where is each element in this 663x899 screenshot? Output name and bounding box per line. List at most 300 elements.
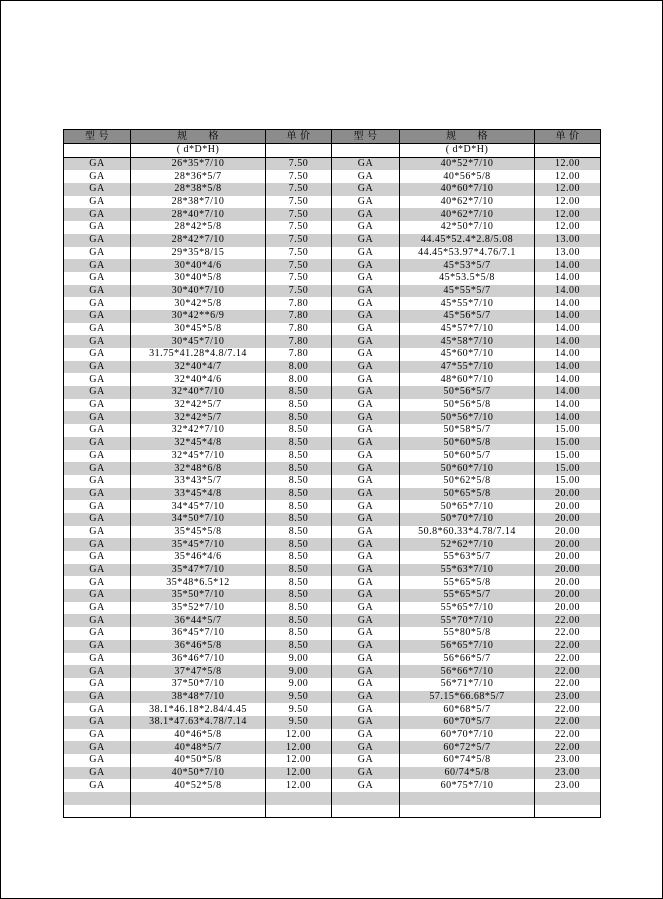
cell-price-left: 9.00	[266, 665, 332, 678]
cell-price-left: 8.50	[266, 551, 332, 564]
cell-spec-right: 40*62*7/10	[400, 196, 535, 209]
table-row	[64, 234, 601, 247]
cell-spec-left: 28*38*7/10	[131, 196, 266, 209]
cell-model-left: GA	[64, 424, 131, 437]
cell-model-right: GA	[332, 411, 400, 424]
cell-price-left: 7.50	[266, 183, 332, 196]
table-row	[64, 640, 601, 653]
table-row	[64, 183, 601, 196]
table-row	[64, 526, 601, 539]
cell-price-left: 8.50	[266, 475, 332, 488]
cell-model-right: GA	[332, 310, 400, 323]
cell-spec-right: 48*60*7/10	[400, 373, 535, 386]
cell-spec-left: 30*45*5/8	[131, 323, 266, 336]
cell-model-right: GA	[332, 754, 400, 767]
empty-cell	[131, 805, 266, 818]
cell-spec-left: 33*43*5/7	[131, 475, 266, 488]
table-row	[64, 500, 601, 513]
cell-spec-left: 28*40*7/10	[131, 208, 266, 221]
cell-model-left: GA	[64, 716, 131, 729]
cell-spec-right: 55*63*5/7	[400, 551, 535, 564]
cell-spec-right: 50*56*5/8	[400, 399, 535, 412]
cell-price-left: 8.50	[266, 576, 332, 589]
cell-spec-right: 60*72*5/7	[400, 741, 535, 754]
cell-spec-left: 30*40*4/6	[131, 259, 266, 272]
cell-price-right: 12.00	[535, 183, 601, 196]
cell-price-left: 7.50	[266, 259, 332, 272]
cell-price-right: 13.00	[535, 247, 601, 260]
cell-spec-left: 36*46*5/8	[131, 640, 266, 653]
table-row	[64, 157, 601, 170]
cell-model-left: GA	[64, 665, 131, 678]
cell-model-left: GA	[64, 589, 131, 602]
table-row	[64, 373, 601, 386]
table-row	[64, 437, 601, 450]
table-row	[64, 450, 601, 463]
cell-spec-right: 50*56*7/10	[400, 411, 535, 424]
cell-price-left: 8.50	[266, 513, 332, 526]
cell-model-left: GA	[64, 564, 131, 577]
cell-price-right: 20.00	[535, 551, 601, 564]
cell-model-right: GA	[332, 386, 400, 399]
cell-spec-left: 32*48*6/8	[131, 462, 266, 475]
cell-model-right: GA	[332, 335, 400, 348]
cell-spec-left: 28*38*5/8	[131, 183, 266, 196]
cell-price-right: 22.00	[535, 703, 601, 716]
cell-spec-right: 50*58*5/7	[400, 424, 535, 437]
table-row	[64, 716, 601, 729]
cell-spec-right: 50*60*5/8	[400, 437, 535, 450]
cell-price-left: 7.50	[266, 234, 332, 247]
cell-spec-left: 36*44*5/7	[131, 614, 266, 627]
cell-price-left: 8.50	[266, 437, 332, 450]
cell-model-right: GA	[332, 259, 400, 272]
cell-model-left: GA	[64, 450, 131, 463]
empty-cell	[266, 805, 332, 818]
empty-cell	[332, 792, 400, 805]
cell-model-left: GA	[64, 297, 131, 310]
cell-price-right: 14.00	[535, 259, 601, 272]
cell-price-right: 14.00	[535, 335, 601, 348]
cell-model-right: GA	[332, 729, 400, 742]
cell-price-left: 7.50	[266, 221, 332, 234]
cell-model-right: GA	[332, 170, 400, 183]
cell-spec-left: 35*47*7/10	[131, 564, 266, 577]
table-row	[64, 678, 601, 691]
table-row	[64, 399, 601, 412]
empty-cell	[535, 144, 601, 158]
cell-price-right: 12.00	[535, 157, 601, 170]
cell-price-right: 15.00	[535, 450, 601, 463]
cell-model-left: GA	[64, 627, 131, 640]
header-model-left: 型 号	[64, 130, 131, 144]
cell-model-left: GA	[64, 538, 131, 551]
cell-model-left: GA	[64, 221, 131, 234]
cell-model-left: GA	[64, 183, 131, 196]
cell-price-right: 22.00	[535, 665, 601, 678]
cell-price-right: 20.00	[535, 538, 601, 551]
empty-cell	[266, 792, 332, 805]
cell-model-left: GA	[64, 602, 131, 615]
cell-price-left: 8.50	[266, 602, 332, 615]
table-row	[64, 602, 601, 615]
cell-model-right: GA	[332, 538, 400, 551]
cell-spec-left: 28*36*5/7	[131, 170, 266, 183]
cell-model-left: GA	[64, 475, 131, 488]
cell-spec-right: 45*53*5/7	[400, 259, 535, 272]
table-row	[64, 754, 601, 767]
cell-model-left: GA	[64, 157, 131, 170]
cell-model-left: GA	[64, 729, 131, 742]
table-row	[64, 691, 601, 704]
cell-model-right: GA	[332, 208, 400, 221]
header-spec-right: 规 格	[400, 130, 535, 144]
cell-model-right: GA	[332, 183, 400, 196]
cell-model-right: GA	[332, 297, 400, 310]
table-row	[64, 297, 601, 310]
cell-spec-left: 36*45*7/10	[131, 627, 266, 640]
table-row	[64, 411, 601, 424]
cell-price-left: 8.50	[266, 640, 332, 653]
cell-price-left: 9.50	[266, 716, 332, 729]
table-row	[64, 564, 601, 577]
table-row	[64, 170, 601, 183]
table-row	[64, 310, 601, 323]
table-row	[64, 285, 601, 298]
cell-price-left: 8.50	[266, 627, 332, 640]
cell-price-right: 22.00	[535, 653, 601, 666]
cell-model-left: GA	[64, 614, 131, 627]
cell-model-left: GA	[64, 678, 131, 691]
cell-price-left: 12.00	[266, 729, 332, 742]
cell-spec-left: 37*50*7/10	[131, 678, 266, 691]
cell-price-right: 20.00	[535, 589, 601, 602]
cell-price-left: 7.50	[266, 272, 332, 285]
cell-price-left: 12.00	[266, 779, 332, 792]
blank-row	[64, 805, 601, 818]
cell-price-left: 8.50	[266, 500, 332, 513]
cell-model-right: GA	[332, 678, 400, 691]
spec-unit-right: ( d*D*H)	[400, 144, 535, 158]
table-row	[64, 729, 601, 742]
cell-price-right: 14.00	[535, 361, 601, 374]
cell-price-right: 14.00	[535, 272, 601, 285]
cell-price-left: 8.50	[266, 538, 332, 551]
cell-spec-left: 30*42**6/9	[131, 310, 266, 323]
cell-model-right: GA	[332, 665, 400, 678]
cell-spec-right: 50*62*5/8	[400, 475, 535, 488]
cell-model-right: GA	[332, 247, 400, 260]
table-row	[64, 653, 601, 666]
table-row	[64, 767, 601, 780]
cell-model-right: GA	[332, 716, 400, 729]
cell-price-left: 7.80	[266, 335, 332, 348]
cell-price-right: 20.00	[535, 513, 601, 526]
cell-price-right: 23.00	[535, 779, 601, 792]
cell-price-right: 14.00	[535, 399, 601, 412]
cell-spec-right: 55*65*5/7	[400, 589, 535, 602]
cell-model-left: GA	[64, 691, 131, 704]
table-row	[64, 424, 601, 437]
cell-price-left: 12.00	[266, 741, 332, 754]
cell-price-left: 8.50	[266, 411, 332, 424]
cell-spec-left: 40*52*5/8	[131, 779, 266, 792]
cell-spec-right: 56*66*7/10	[400, 665, 535, 678]
cell-model-right: GA	[332, 627, 400, 640]
cell-model-right: GA	[332, 576, 400, 589]
cell-price-left: 8.50	[266, 564, 332, 577]
table-row	[64, 323, 601, 336]
cell-spec-right: 55*80*5/8	[400, 627, 535, 640]
cell-model-left: GA	[64, 513, 131, 526]
cell-spec-left: 37*47*5/8	[131, 665, 266, 678]
table-row	[64, 272, 601, 285]
cell-model-left: GA	[64, 373, 131, 386]
cell-model-left: GA	[64, 653, 131, 666]
cell-spec-left: 38.1*46.18*2.84/4.45	[131, 703, 266, 716]
cell-model-right: GA	[332, 424, 400, 437]
table-row	[64, 551, 601, 564]
table-row	[64, 335, 601, 348]
cell-price-right: 22.00	[535, 716, 601, 729]
cell-model-left: GA	[64, 437, 131, 450]
cell-model-right: GA	[332, 488, 400, 501]
cell-price-left: 8.50	[266, 589, 332, 602]
cell-model-right: GA	[332, 196, 400, 209]
cell-price-right: 13.00	[535, 234, 601, 247]
cell-model-left: GA	[64, 234, 131, 247]
cell-model-right: GA	[332, 462, 400, 475]
empty-cell	[64, 792, 131, 805]
cell-model-right: GA	[332, 157, 400, 170]
cell-model-right: GA	[332, 551, 400, 564]
empty-cell	[131, 792, 266, 805]
cell-price-left: 7.80	[266, 323, 332, 336]
cell-spec-right: 45*60*7/10	[400, 348, 535, 361]
cell-price-right: 12.00	[535, 196, 601, 209]
cell-spec-left: 32*40*7/10	[131, 386, 266, 399]
cell-price-left: 8.50	[266, 614, 332, 627]
cell-spec-right: 50*70*7/10	[400, 513, 535, 526]
cell-spec-right: 45*53.5*5/8	[400, 272, 535, 285]
cell-model-left: GA	[64, 526, 131, 539]
cell-model-right: GA	[332, 564, 400, 577]
cell-model-left: GA	[64, 335, 131, 348]
cell-model-right: GA	[332, 437, 400, 450]
cell-spec-right: 45*55*7/10	[400, 297, 535, 310]
cell-spec-right: 50*60*5/7	[400, 450, 535, 463]
header-model-right: 型 号	[332, 130, 400, 144]
empty-cell	[332, 144, 400, 158]
cell-spec-left: 26*35*7/10	[131, 157, 266, 170]
cell-price-left: 9.50	[266, 691, 332, 704]
cell-spec-left: 28*42*7/10	[131, 234, 266, 247]
cell-spec-right: 45*58*7/10	[400, 335, 535, 348]
header-spec-left: 规 格	[131, 130, 266, 144]
cell-price-right: 20.00	[535, 576, 601, 589]
cell-price-left: 7.80	[266, 310, 332, 323]
cell-spec-left: 35*48*6.5*12	[131, 576, 266, 589]
table-row	[64, 386, 601, 399]
cell-model-left: GA	[64, 323, 131, 336]
cell-spec-right: 55*63*7/10	[400, 564, 535, 577]
cell-price-left: 8.50	[266, 399, 332, 412]
cell-model-right: GA	[332, 361, 400, 374]
cell-spec-left: 30*42*5/8	[131, 297, 266, 310]
cell-price-right: 14.00	[535, 297, 601, 310]
cell-price-left: 8.00	[266, 373, 332, 386]
table-row	[64, 196, 601, 209]
cell-model-left: GA	[64, 272, 131, 285]
cell-spec-right: 44.45*52.4*2.8/5.08	[400, 234, 535, 247]
cell-spec-right: 57.15*66.68*5/7	[400, 691, 535, 704]
cell-spec-left: 35*50*7/10	[131, 589, 266, 602]
cell-model-right: GA	[332, 614, 400, 627]
table-row	[64, 259, 601, 272]
empty-cell	[64, 144, 131, 158]
cell-price-right: 22.00	[535, 640, 601, 653]
table-row	[64, 576, 601, 589]
cell-model-right: GA	[332, 779, 400, 792]
cell-model-left: GA	[64, 779, 131, 792]
cell-spec-left: 34*50*7/10	[131, 513, 266, 526]
cell-spec-right: 45*56*5/7	[400, 310, 535, 323]
cell-spec-right: 56*71*7/10	[400, 678, 535, 691]
cell-spec-left: 32*45*4/8	[131, 437, 266, 450]
cell-spec-right: 50*60*7/10	[400, 462, 535, 475]
cell-price-left: 8.50	[266, 386, 332, 399]
cell-model-left: GA	[64, 741, 131, 754]
cell-model-left: GA	[64, 399, 131, 412]
cell-model-left: GA	[64, 411, 131, 424]
table-row	[64, 488, 601, 501]
cell-price-left: 9.00	[266, 678, 332, 691]
cell-model-right: GA	[332, 475, 400, 488]
cell-model-right: GA	[332, 703, 400, 716]
cell-price-right: 20.00	[535, 488, 601, 501]
cell-spec-left: 34*45*7/10	[131, 500, 266, 513]
cell-spec-right: 55*70*7/10	[400, 614, 535, 627]
cell-spec-right: 60/74*5/8	[400, 767, 535, 780]
cell-spec-left: 36*46*7/10	[131, 653, 266, 666]
cell-spec-left: 35*52*7/10	[131, 602, 266, 615]
cell-price-left: 7.80	[266, 297, 332, 310]
cell-price-right: 22.00	[535, 729, 601, 742]
cell-price-right: 12.00	[535, 170, 601, 183]
table-row	[64, 589, 601, 602]
table-row	[64, 665, 601, 678]
cell-spec-right: 42*50*7/10	[400, 221, 535, 234]
cell-model-right: GA	[332, 691, 400, 704]
table-row	[64, 361, 601, 374]
cell-model-right: GA	[332, 500, 400, 513]
cell-price-right: 20.00	[535, 564, 601, 577]
cell-price-right: 14.00	[535, 411, 601, 424]
cell-price-right: 14.00	[535, 373, 601, 386]
cell-spec-right: 50*56*5/7	[400, 386, 535, 399]
table-row	[64, 513, 601, 526]
cell-price-left: 9.50	[266, 703, 332, 716]
spec-unit-left: ( d*D*H)	[131, 144, 266, 158]
cell-model-left: GA	[64, 361, 131, 374]
table-row	[64, 741, 601, 754]
cell-price-right: 23.00	[535, 754, 601, 767]
table-row	[64, 614, 601, 627]
cell-price-left: 7.50	[266, 247, 332, 260]
cell-spec-right: 50.8*60.33*4.78/7.14	[400, 526, 535, 539]
table-row	[64, 208, 601, 221]
cell-model-right: GA	[332, 526, 400, 539]
cell-spec-left: 40*48*5/7	[131, 741, 266, 754]
cell-model-right: GA	[332, 589, 400, 602]
cell-price-left: 7.50	[266, 196, 332, 209]
cell-price-right: 12.00	[535, 208, 601, 221]
cell-price-right: 22.00	[535, 614, 601, 627]
cell-price-right: 14.00	[535, 323, 601, 336]
price-table	[63, 129, 601, 818]
cell-spec-left: 32*40*4/7	[131, 361, 266, 374]
cell-spec-right: 40*52*7/10	[400, 157, 535, 170]
table-subheader-row	[64, 144, 601, 158]
cell-spec-left: 35*45*5/8	[131, 526, 266, 539]
cell-spec-right: 60*68*5/7	[400, 703, 535, 716]
cell-model-right: GA	[332, 513, 400, 526]
cell-price-left: 8.50	[266, 450, 332, 463]
cell-model-left: GA	[64, 285, 131, 298]
cell-price-left: 8.00	[266, 361, 332, 374]
table-row	[64, 475, 601, 488]
blank-row	[64, 792, 601, 805]
cell-model-left: GA	[64, 767, 131, 780]
cell-price-right: 14.00	[535, 310, 601, 323]
cell-spec-left: 29*35*8/15	[131, 247, 266, 260]
cell-model-left: GA	[64, 196, 131, 209]
table-row	[64, 221, 601, 234]
empty-cell	[266, 144, 332, 158]
cell-price-left: 8.50	[266, 424, 332, 437]
cell-spec-left: 32*42*5/7	[131, 399, 266, 412]
table-header-row	[64, 130, 601, 144]
table-row	[64, 247, 601, 260]
cell-spec-left: 32*45*7/10	[131, 450, 266, 463]
cell-spec-right: 55*65*7/10	[400, 602, 535, 615]
cell-spec-right: 40*56*5/8	[400, 170, 535, 183]
cell-model-left: GA	[64, 488, 131, 501]
cell-price-left: 7.50	[266, 208, 332, 221]
cell-model-right: GA	[332, 767, 400, 780]
cell-price-left: 7.50	[266, 170, 332, 183]
cell-price-right: 14.00	[535, 285, 601, 298]
cell-model-left: GA	[64, 348, 131, 361]
cell-model-left: GA	[64, 310, 131, 323]
cell-spec-left: 30*40*5/8	[131, 272, 266, 285]
cell-model-left: GA	[64, 551, 131, 564]
empty-cell	[400, 805, 535, 818]
cell-model-right: GA	[332, 373, 400, 386]
cell-model-left: GA	[64, 170, 131, 183]
cell-spec-left: 32*42*7/10	[131, 424, 266, 437]
header-price-left: 单 价	[266, 130, 332, 144]
cell-spec-left: 32*40*4/6	[131, 373, 266, 386]
cell-price-left: 12.00	[266, 767, 332, 780]
cell-model-right: GA	[332, 221, 400, 234]
cell-spec-right: 60*70*7/10	[400, 729, 535, 742]
cell-spec-left: 32*42*5/7	[131, 411, 266, 424]
cell-model-left: GA	[64, 386, 131, 399]
cell-spec-right: 50*65*7/10	[400, 500, 535, 513]
cell-spec-right: 60*70*5/7	[400, 716, 535, 729]
cell-spec-left: 40*50*7/10	[131, 767, 266, 780]
